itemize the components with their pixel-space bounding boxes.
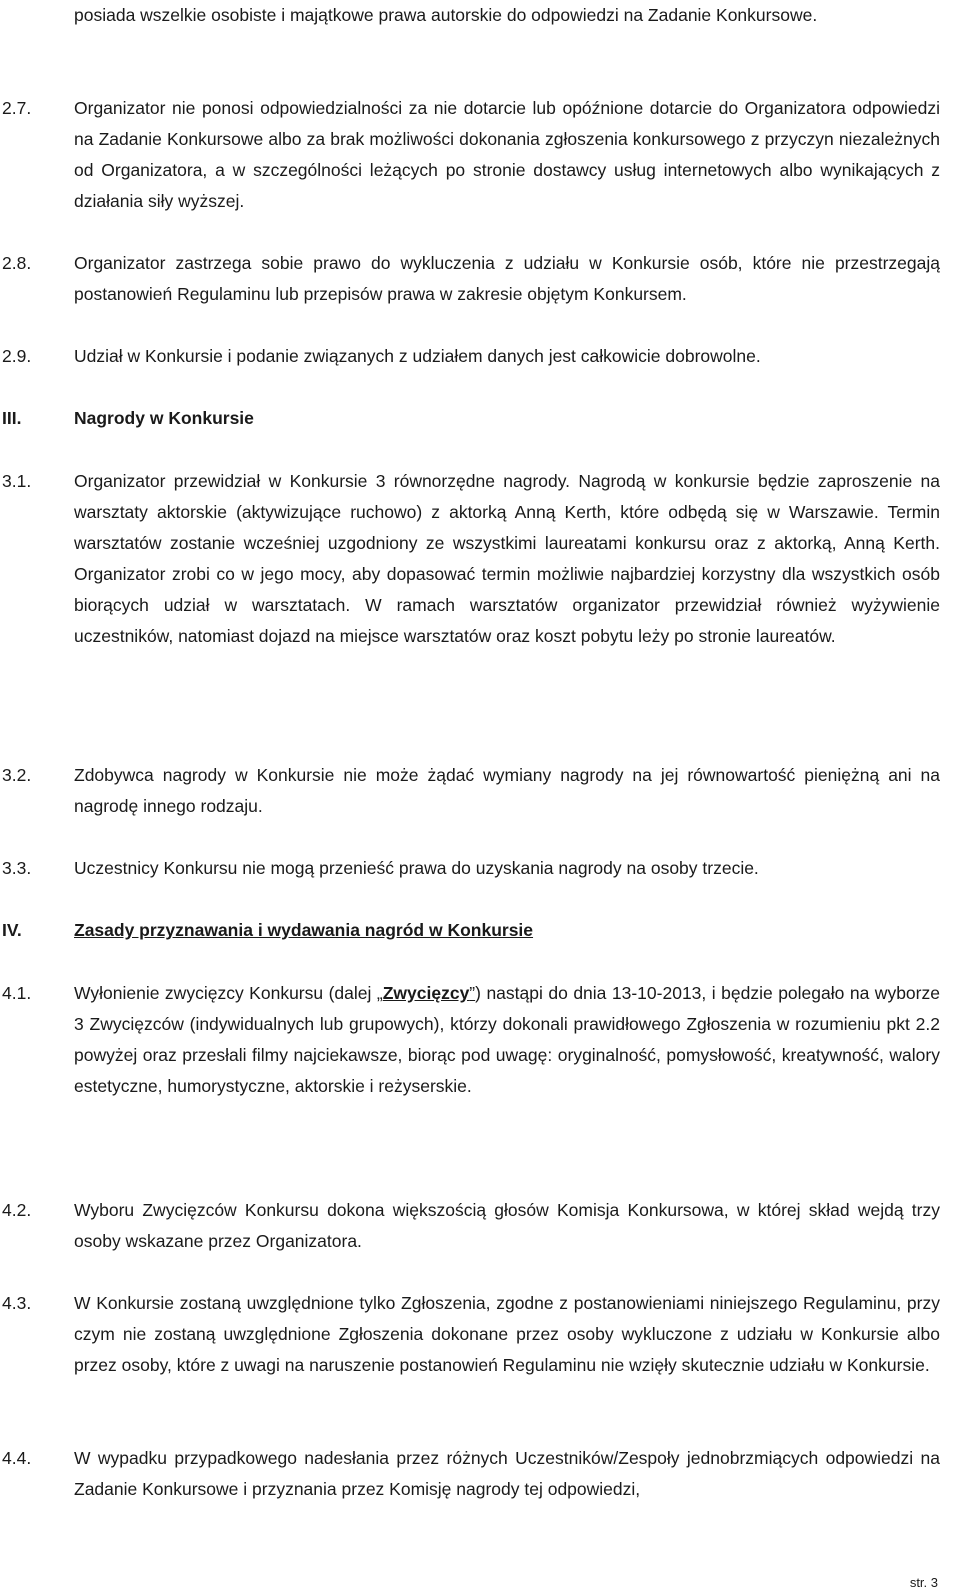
section-heading-iii [0,403,940,434]
clause-number: 3.3. [2,858,32,878]
section-title: Nagrody w Konkursie [74,408,254,428]
clause-4-4 [0,1443,940,1505]
clause-3-3 [0,853,940,884]
clause-2-8 [0,248,940,310]
clause-number: 2.8. [2,253,32,273]
lead-paragraph: posiada wszelkie osobiste i majątkowe prawa autorskie do odpowiedzi na Zadanie Konkursowe. [74,5,818,25]
clause-text-post: ) nastąpi do dnia 13-10-2013, i będzie polegało na wyborze 3 Zwycięzców (indywidualnych lub grupowych), którzy dokonali prawidłowego Zgłoszenia w rozumieniu pkt 2.2 powyżej oraz przesłali filmy najciekawsze, biorąc pod uwagę: oryginalność, pomysłowość, kreatywność, walory estetyczne, humorystyczne, aktorskie i reżyserskie. [74,983,940,1096]
clause-number: 3.2. [2,765,32,785]
quote-open: „ [376,983,383,1003]
section-title: Zasady przyznawania i wydawania nagród w Konkursie [74,920,534,940]
clause-4-3 [0,1288,940,1381]
clause-text-pre: Wyłonienie zwycięzcy Konkursu (dalej [74,983,377,1003]
clause-text: Udział w Konkursie i podanie związanych z udziałem danych jest całkowicie dobrowolne. [74,346,761,366]
section-number: III. [2,408,22,428]
clause-number: 2.7. [2,98,32,118]
quote-close: ” [469,983,476,1003]
section-heading-iv [0,915,940,946]
clause-text: Uczestnicy Konkursu nie mogą przenieść prawa do uzyskania nagrody na osoby trzecie. [74,858,759,878]
clause-number: 4.3. [2,1293,32,1313]
clause-4-2 [0,1195,940,1257]
section-number: IV. [2,920,22,940]
clause-text: W Konkursie zostaną uwzględnione tylko Zgłoszenia, zgodne z postanowieniami niniejszego Regulaminu, przy czym nie zostaną uwzględnione Zgłoszenia dokonane przez osoby wykluczone z udziału w Konkursie albo przez osoby, które z uwagi na naruszenie postanowień Regulaminu nie wzięły skutecznie udziału w Konkursie. [74,1293,940,1375]
clause-text: Wyboru Zwycięzców Konkursu dokona większością głosów Komisja Konkursowa, w której skład wejdą trzy osoby wskazane przez Organizatora. [74,1200,940,1251]
clause-number: 3.1. [2,471,32,491]
clause-text [74,978,940,1102]
winner-term [377,983,475,1003]
clause-number: 4.2. [2,1200,32,1220]
clause-text: Organizator nie ponosi odpowiedzialności za nie dotarcie lub opóźnione dotarcie do Organizatora odpowiedzi na Zadanie Konkursowe albo za brak możliwości dokonania zgłoszenia konkursowego z przyczyn niezależnych od Organizatora, a w szczególności leżących po stronie dostawcy usług internetowych albo wynikających z działania siły wyższej. [74,98,940,211]
winner-term-bold: Zwycięzcy [382,983,470,1003]
clause-3-2 [0,760,940,822]
clause-number: 4.1. [2,983,32,1003]
clause-2-9 [0,341,940,372]
clause-4-1 [0,978,940,1102]
clause-3-1 [0,466,940,652]
clause-number: 4.4. [2,1448,32,1468]
clause-text: Organizator przewidział w Konkursie 3 równorzędne nagrody. Nagrodą w konkursie będzie zaproszenie na warsztaty aktorskie (aktywizujące ruchowo) z aktorką Anną Kerth, które odbędą się w Warszawie. Termin warsztatów zostanie wcześniej uzgodniony ze wszystkimi laureatami konkursu oraz z aktorką, Anną Kerth. Organizator zrobi co w jego mocy, aby dopasować termin możliwie najbardziej korzystny dla wszystkich osób biorących udział w warsztatach. W ramach warsztatów organizator przewidział również wyżywienie uczestników, natomiast dojazd na miejsce warsztatów oraz koszt pobytu leży po stronie laureatów. [74,471,940,646]
clause-2-7 [0,93,940,217]
page-number: str. 3 [909,1575,938,1590]
clause-number: 2.9. [2,346,32,366]
clause-text: W wypadku przypadkowego nadesłania przez różnych Uczestników/Zespoły jednobrzmiących odpowiedzi na Zadanie Konkursowe i przyznania przez Komisję nagrody tej odpowiedzi, [74,1448,940,1499]
clause-text: Organizator zastrzega sobie prawo do wykluczenia z udziału w Konkursie osób, które nie przestrzegają postanowień Regulaminu lub przepisów prawa w zakresie objętym Konkursem. [74,253,940,304]
clause-text: Zdobywca nagrody w Konkursie nie może żądać wymiany nagrody na jej równowartość pieniężną ani na nagrodę innego rodzaju. [74,765,940,816]
